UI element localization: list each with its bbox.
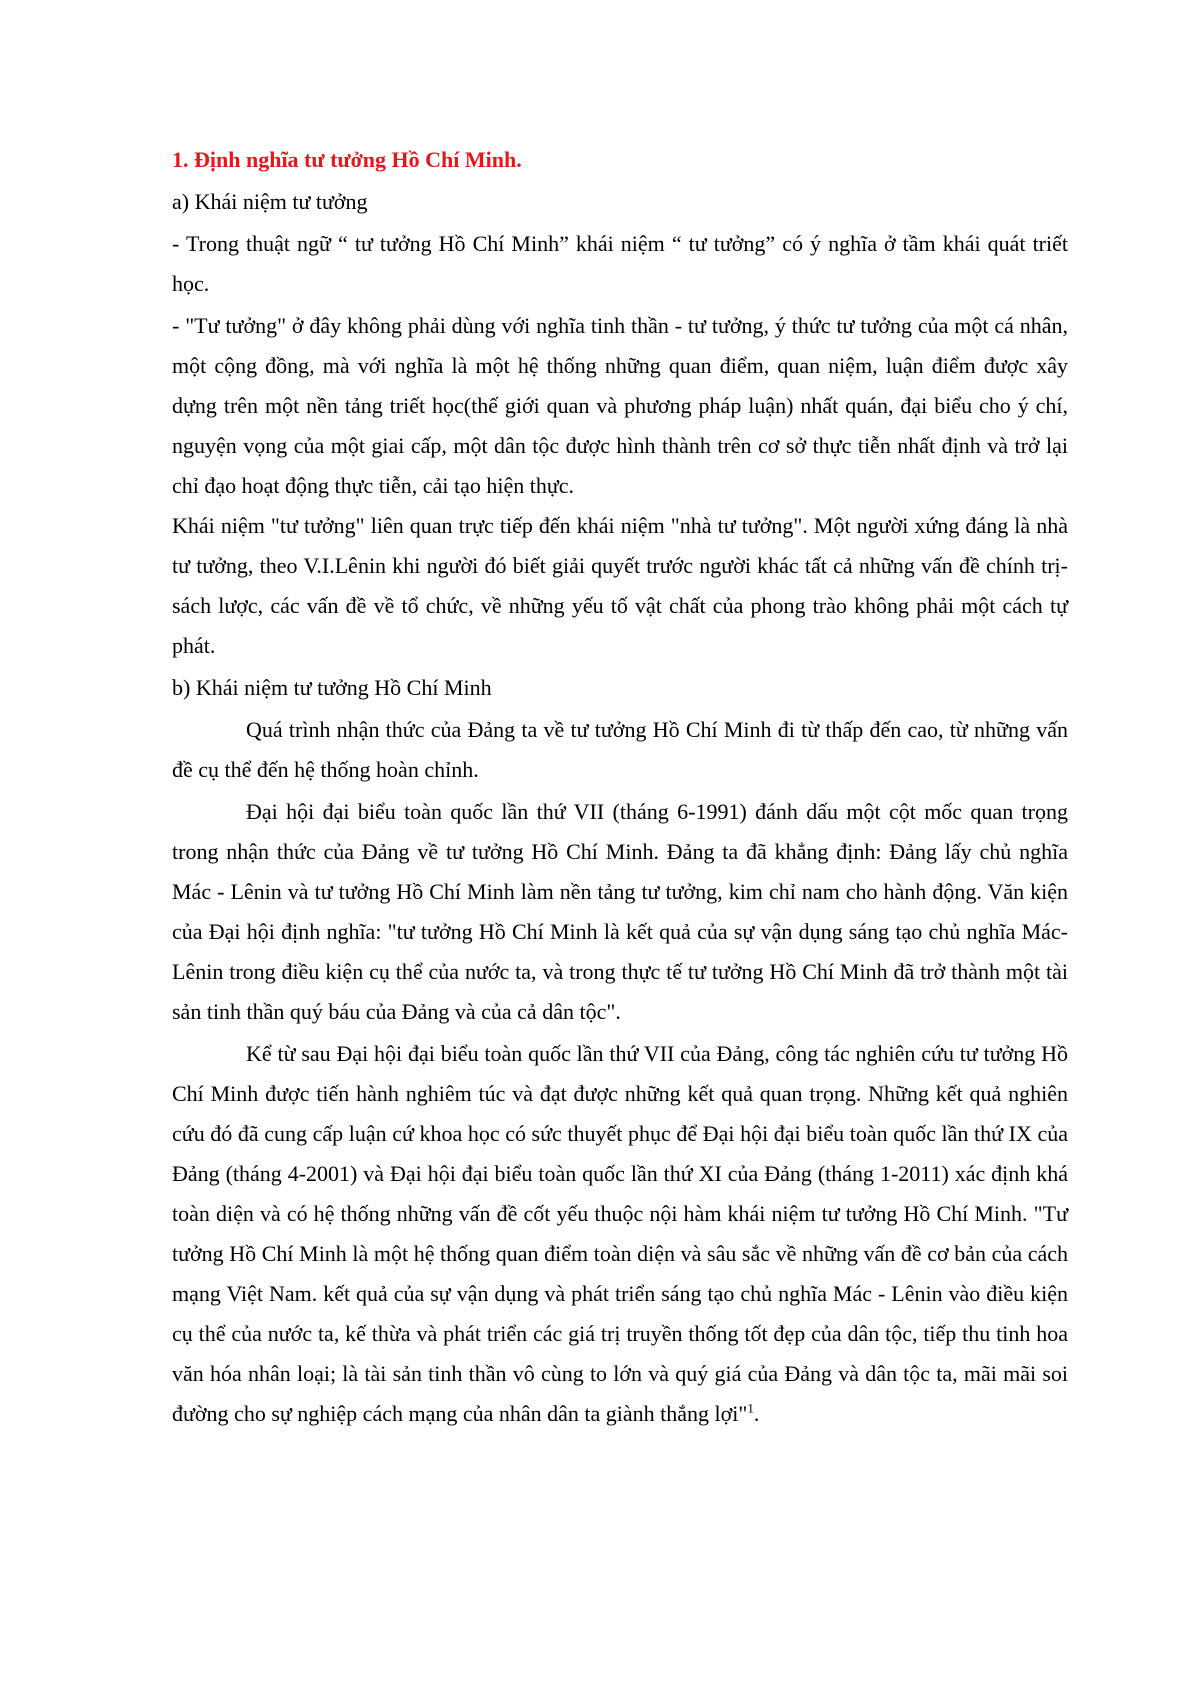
paragraph-b3 — [172, 1034, 1068, 1434]
paragraph-b3-text: Kể từ sau Đại hội đại biểu toàn quốc lần thứ VII của Đảng, công tác nghiên cứu tư tưởng Hồ Chí Minh được tiến hành nghiêm túc và đạt được những kết quả quan trọng. Những kết quả nghiên cứu đó đã cung cấp luận cứ khoa học có sức thuyết phục để Đại hội đại biểu toàn quốc lần thứ IX của Đảng (tháng 4-2001) và Đại hội đại biểu toàn quốc lần thứ XI của Đảng (tháng 1-2011) xác định khá toàn diện và có hệ thống những vấn đề cốt yếu thuộc nội hàm khái niệm tư tưởng Hồ Chí Minh. "Tư tưởng Hồ Chí Minh là một hệ thống quan điểm toàn diện và sâu sắc về những vấn đề cơ bản của cách mạng Việt Nam. kết quả của sự vận dụng và phát triển sáng tạo chủ nghĩa Mác - Lênin vào điều kiện cụ thể của nước ta, kế thừa và phát triển các giá trị truyền thống tốt đẹp của dân tộc, tiếp thu tinh hoa văn hóa nhân loại; là tài sản tinh thần vô cùng to lớn và quý giá của Đảng và dân tộc ta, mãi mãi soi đường cho sự nghiệp cách mạng của nhân dân ta giành thắng lợi" — [172, 1041, 1068, 1426]
section-heading: 1. Định nghĩa tư tưởng Hồ Chí Minh. — [172, 147, 522, 172]
subheading-a: a) Khái niệm tư tưởng — [172, 189, 368, 214]
paragraph-b3-end: . — [753, 1401, 760, 1426]
paragraph-a3: Khái niệm "tư tưởng" liên quan trực tiếp đến khái niệm "nhà tư tưởng". Một người xứng đáng là nhà tư tưởng, theo V.I.Lênin khi người đó biết giải quyết trước người khác tất cả những vấn đề chính trị-sách lược, các vấn đề về tổ chức, về những yếu tố vật chất của phong trào không phải một cách tự phát. — [172, 513, 1068, 658]
paragraph-a2: - "Tư tưởng" ở đây không phải dùng với nghĩa tinh thần - tư tưởng, ý thức tư tưởng của một cá nhân, một cộng đồng, mà với nghĩa là một hệ thống những quan điểm, quan niệm, luận điểm được xây dựng trên một nền tảng triết học(thế giới quan và phương pháp luận) nhất quán, đại biểu cho ý chí, nguyện vọng của một giai cấp, một dân tộc được hình thành trên cơ sở thực tiễn nhất định và trở lại chỉ đạo hoạt động thực tiễn, cải tạo hiện thực. — [172, 313, 1068, 498]
paragraph-b1: Quá trình nhận thức của Đảng ta về tư tưởng Hồ Chí Minh đi từ thấp đến cao, từ những vấn đề cụ thể đến hệ thống hoàn chỉnh. — [172, 717, 1068, 782]
paragraph-a1: - Trong thuật ngữ “ tư tưởng Hồ Chí Minh” khái niệm “ tư tưởng” có ý nghĩa ở tầm khái quát triết học. — [172, 231, 1068, 296]
subheading-b: b) Khái niệm tư tưởng Hồ Chí Minh — [172, 675, 492, 700]
paragraph-b2: Đại hội đại biểu toàn quốc lần thứ VII (tháng 6-1991) đánh dấu một cột mốc quan trọng trong nhận thức của Đảng về tư tưởng Hồ Chí Minh. Đảng ta đã khẳng định: Đảng lấy chủ nghĩa Mác - Lênin và tư tưởng Hồ Chí Minh làm nền tảng tư tưởng, kim chỉ nam cho hành động. Văn kiện của Đại hội định nghĩa: "tư tưởng Hồ Chí Minh là kết quả của sự vận dụng sáng tạo chủ nghĩa Mác-Lênin trong điều kiện cụ thể của nước ta, và trong thực tế tư tưởng Hồ Chí Minh đã trở thành một tài sản tinh thần quý báu của Đảng và của cả dân tộc". — [172, 799, 1068, 1024]
footnote-marker[interactable]: 1 — [747, 1400, 754, 1416]
